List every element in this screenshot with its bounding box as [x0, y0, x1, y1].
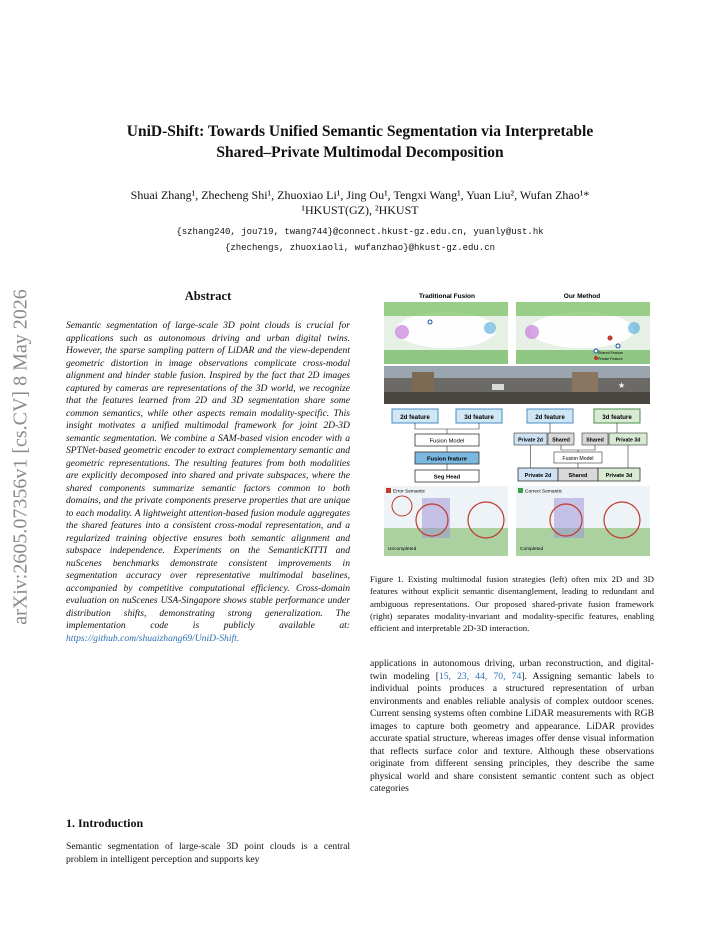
figure-caption: Figure 1. Existing multimodal fusion strategies (left) often mix 2D and 3D features without explicit semantic disentanglement, leading to redundant and ambiguous representations. Our proposed shared-private fusion framework (right) separates modality-invariant and modality-specific features, enabling efficient and interpretable 2D-3D interaction. — [370, 574, 654, 634]
right-shared-right: Shared — [586, 437, 604, 444]
right-fusion-model: Fusion Model — [562, 455, 594, 462]
right-2d-feature: 2d feature — [535, 414, 565, 421]
title-line-1: UniD-Shift: Towards Unified Semantic Segmentation via Interpretable — [126, 123, 594, 140]
legend-correct-semantic: Correct Semantic — [525, 489, 563, 495]
title-line-2: Shared–Private Multimodal Decomposition — [216, 144, 504, 161]
left-fusion-feature: Fusion feature — [427, 456, 467, 463]
figure-1 — [382, 288, 652, 558]
citations[interactable]: 15, 23, 44, 70, 74 — [438, 670, 522, 682]
right-3d-feature: 3d feature — [602, 414, 632, 421]
label-uncompleted: Uncompleted — [388, 547, 417, 552]
legend-private-feature: Private Feature — [598, 357, 623, 361]
abstract-text: Semantic segmentation of large-scale 3D point clouds is crucial for applications such as autonomous driving and urban digital twins. However, the sparse sampling pattern of LiDAR and the view-dependent geometric distortion in image observations complicate cross-modal alignment and hinder stable fusion. Inspired by the fact that 2D images captured by cameras are representations of the 3D world, we recognize that the features learned from 2D and 3D segmentation share some common semantics, while other aspects remain modality-specific. This insight motivates a unified multimodal framework for joint 2D-3D semantic segmentation. We combine a SAM-based vision encoder with a SPTNet-based geometric encoder to extract complementary semantic and geometric representations. The resulting features from both modalities are explicitly decomposed into shared and private subspaces, where the shared components summarize semantic factors common to both domains, and the private components preserve properties that are unique to each modality. A lightweight attention-based fusion module aggregates the shared features into a consistent cross-modal representation, and a regularized training objective ensures both semantic alignment and subspace independence. Experiments on the SemanticKITTI and nuScenes benchmarks demonstrate consistent improvements in segmentation accuracy over representative multimodal baselines, accompanied by competitive computational efficiency. Cross-domain evaluation on nuScenes USA-Singapore shows stable performance under distribution shifts, demonstrating strong generalization. The implementation code is publicly available at: — [66, 320, 350, 631]
right-pointcloud — [516, 302, 650, 364]
abstract-heading: Abstract — [184, 289, 232, 303]
abstract-body — [66, 320, 350, 645]
left-3d-feature: 3d feature — [464, 414, 494, 421]
label-completed: Completed — [520, 547, 544, 552]
arxiv-stamp-text: arXiv:2605.07356v1 [cs.CV] 8 May 2026 — [9, 289, 32, 625]
arxiv-stamp — [6, 262, 36, 652]
left-seg-head: Seg Head — [433, 474, 461, 481]
author-emails-2: {zhechengs, zhuoxiaoli, wufanzhao}@hkust-gz.edu.cn — [224, 243, 496, 253]
right-diagram — [514, 409, 647, 481]
fig-left-title: Traditional Fusion — [419, 293, 475, 300]
left-2d-feature: 2d feature — [400, 414, 430, 421]
code-link[interactable]: https://github.com/shuaizhang69/UniD-Shift. — [66, 632, 240, 644]
camera-images — [384, 366, 650, 404]
right-private-2d-top: Private 2d — [518, 437, 543, 444]
section-heading-introduction: 1. Introduction — [66, 816, 144, 830]
right-private-3d-top: Private 3d — [615, 437, 641, 444]
left-fusion-model: Fusion Model — [429, 438, 465, 445]
author-block — [40, 188, 680, 218]
right-private-3d-bottom: Private 3d — [605, 473, 633, 479]
right-shared-bottom: Shared — [568, 473, 588, 479]
star-icon: ★ — [618, 381, 626, 390]
paper-title — [60, 121, 660, 163]
legend-error-semantic: Error Semantic — [393, 489, 425, 495]
author-list: Shuai Zhang¹, Zhecheng Shi¹, Zhuoxiao Li¹, Jing Ou¹, Tengxi Wang¹, Yuan Liu², Wufan Zhao¹* — [130, 188, 590, 202]
author-emails-1: {szhang240, jou719, twang744}@connect.hkust-gz.edu.cn, yuanly@ust.hk — [176, 227, 544, 237]
right-shared-left: Shared — [552, 437, 570, 444]
right-result — [516, 486, 650, 556]
intro-paragraph-continued — [370, 658, 654, 796]
right-private-2d-bottom: Private 2d — [524, 473, 552, 479]
body-text-2: ]. Assigning semantic labels to individual points produces a structured representation of urban environments and enables reliable analysis of complex outdoor scenes. Current sensing systems often combine LiDAR measurements with RGB images to capture both geometry and appearance. LiDAR provides accurate spatial structure, whereas images offer dense visual information that reflects surface color and texture. Although these observations originate from different sensing principles, they describe the same physical world and share consistent semantic content such as object categories — [370, 670, 655, 794]
affiliations: ¹HKUST(GZ), ²HKUST — [301, 203, 419, 217]
fig-right-title: Our Method — [563, 293, 601, 300]
left-pointcloud — [384, 302, 508, 364]
left-result — [384, 486, 508, 556]
intro-paragraph: Semantic segmentation of large-scale 3D point clouds is a central problem in intelligent perception and supports key — [66, 841, 350, 865]
legend-shared-feature: Shared Feature — [598, 351, 623, 355]
left-diagram — [392, 409, 502, 482]
body-text-1: applications in autonomous driving, urban reconstruction, and digital-twin modeling [ — [370, 658, 654, 682]
